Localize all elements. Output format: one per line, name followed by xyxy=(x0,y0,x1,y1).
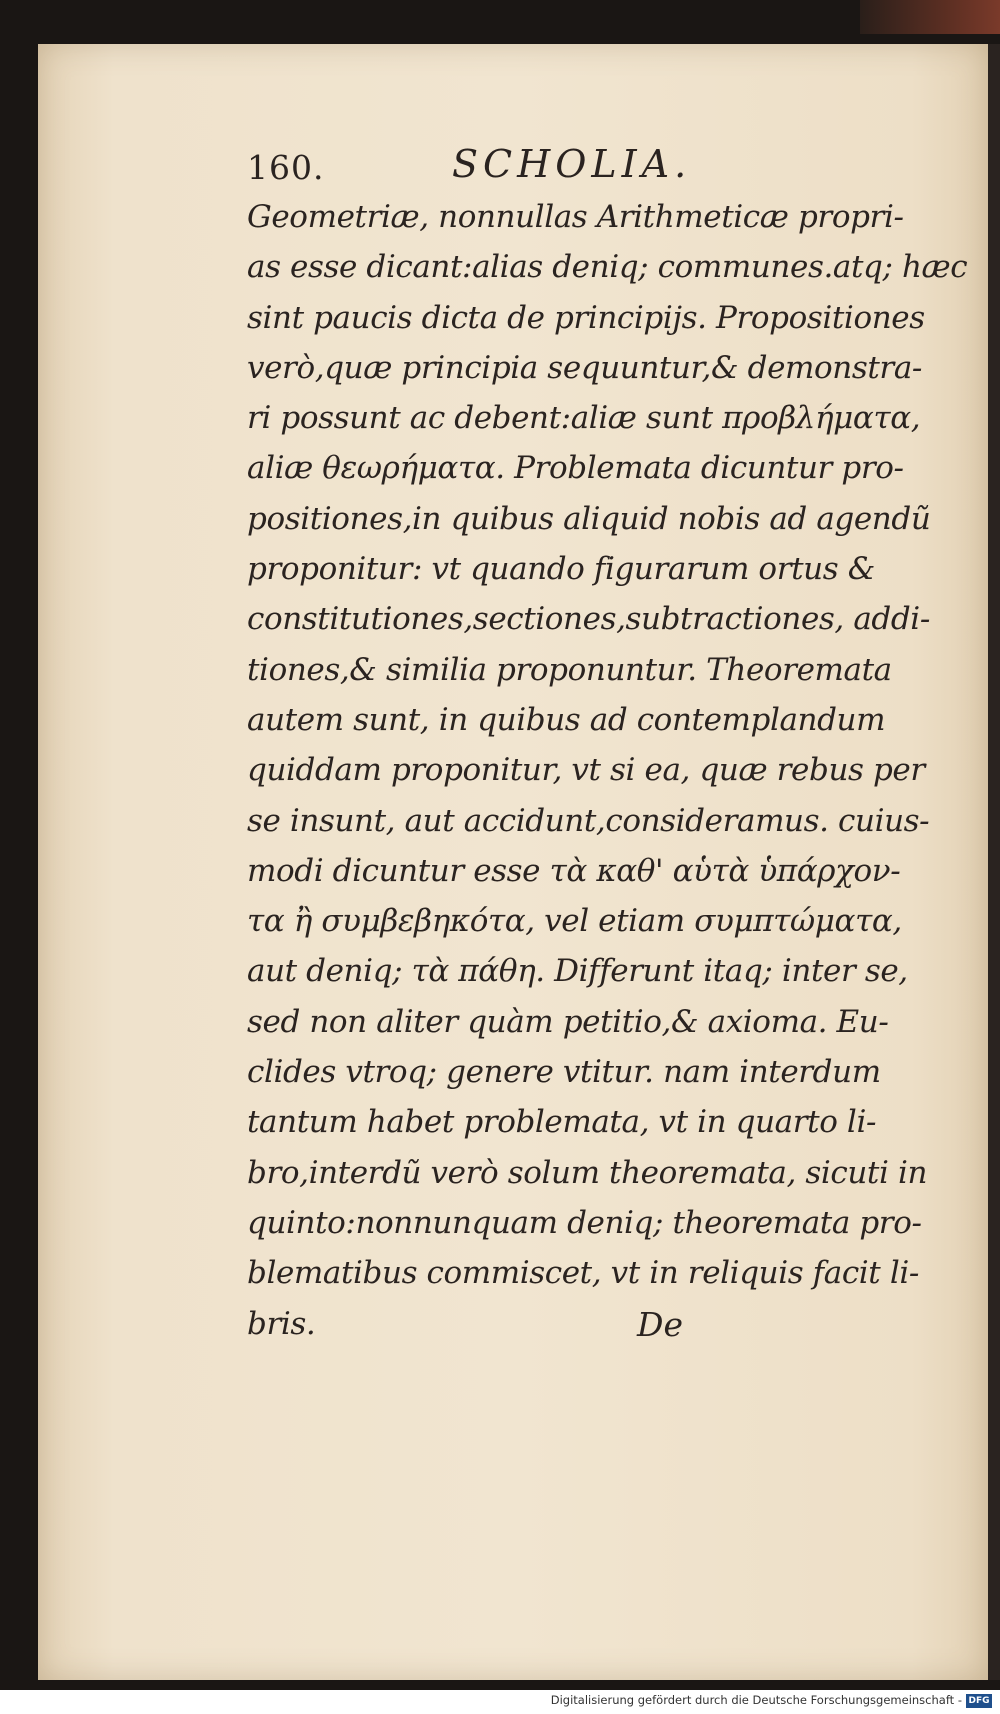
text-line: constitutiones,sectiones,subtractiones, addi- xyxy=(247,601,930,638)
text-line: ri possunt ac debent:aliæ sunt προβλήματα, xyxy=(247,400,921,437)
text-line: aliæ θεωρήματα. Problemata dicuntur pro- xyxy=(247,450,904,487)
body-text xyxy=(247,192,968,1349)
text-line: τα ἢ συμβεβηκότα, vel etiam συμπτώματα, xyxy=(247,903,902,940)
page-gutter xyxy=(988,44,1000,1680)
footer-bar xyxy=(0,1690,1000,1714)
text-line: tiones,& similia proponuntur. Theoremata xyxy=(247,651,892,688)
text-line: quiddam proponitur, vt si ea, quæ rebus per xyxy=(247,752,925,789)
text-line: Geometriæ, nonnullas Arithmeticæ propri- xyxy=(247,199,904,235)
text-line: se insunt, aut accidunt,consideramus. cuius- xyxy=(247,802,930,839)
text-line: autem sunt, in quibus ad contemplandum xyxy=(247,701,886,738)
page-number: 160. xyxy=(247,148,325,187)
book-edge xyxy=(860,0,1000,34)
text-line: modi dicuntur esse τὰ καθ' αὑτὰ ὑπάρχον- xyxy=(247,852,901,889)
text-line: positiones,in quibus aliquid nobis ad agendũ xyxy=(247,500,931,537)
page-text-block xyxy=(247,132,968,1349)
running-title: SCHOLIA. xyxy=(452,142,692,186)
text-line: as esse dicant:alias deniq; communes.atq; hæc xyxy=(247,249,968,286)
text-line: clides vtroq; genere vtitur. nam interdum xyxy=(247,1054,881,1091)
running-head xyxy=(247,132,937,192)
text-line: tantum habet problemata, vt in quarto li- xyxy=(247,1104,877,1141)
funding-credit: Digitalisierung gefördert durch die Deutsche Forschungsgemeinschaft - xyxy=(550,1693,962,1707)
text-line: verò,quæ principia sequuntur,& demonstra- xyxy=(247,349,923,386)
text-line: aut deniq; τὰ πάθη. Differunt itaq; inter se, xyxy=(247,953,908,990)
text-line: quinto:nonnunquam deniq; theoremata pro- xyxy=(247,1204,922,1241)
text-line: proponitur: vt quando figurarum ortus & xyxy=(247,551,875,588)
text-line: bris. xyxy=(247,1305,316,1342)
text-line: sed non aliter quàm petitio,& axioma. Eu- xyxy=(247,1003,889,1040)
text-line: blematibus commiscet, vt in reliquis facit li- xyxy=(247,1255,919,1292)
catchword: De xyxy=(637,1305,683,1344)
text-line: sint paucis dicta de principijs. Propositiones xyxy=(247,299,925,336)
text-line: bro,interdũ verò solum theoremata, sicuti in xyxy=(247,1154,928,1191)
dfg-logo-icon: DFG xyxy=(966,1694,992,1708)
